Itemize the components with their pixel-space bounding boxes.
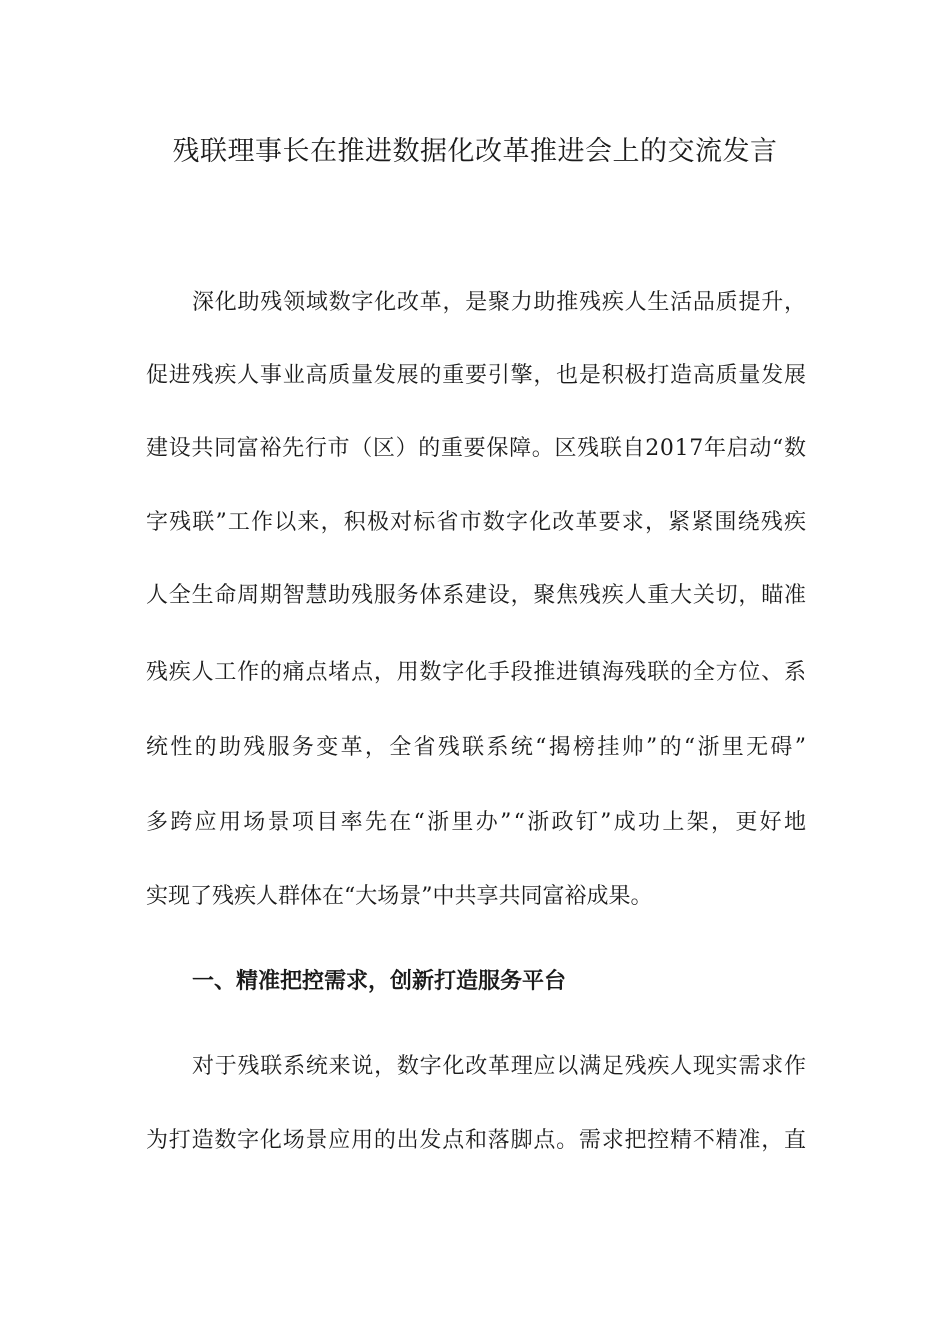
- paragraph-line: 对于残联系统来说，数字化改革理应以满足残疾人现实需求作: [192, 1054, 807, 1079]
- paragraph-line: 人全生命周期智慧助残服务体系建设，聚焦残疾人重大关切，瞄准: [146, 583, 807, 608]
- paragraph-line: 实现了残疾人群体在“大场景”中共享共同富裕成果。: [146, 884, 653, 909]
- paragraph-line: 残疾人工作的痛点堵点，用数字化手段推进镇海残联的全方位、系: [146, 660, 807, 685]
- paragraph-line: 为打造数字化场景应用的出发点和落脚点。需求把控精不精准，直: [146, 1128, 807, 1153]
- paragraph-line: 多跨应用场景项目率先在“浙里办”“浙政钉”成功上架，更好地: [146, 810, 809, 835]
- paragraph-line: 建设共同富裕先行市（区）的重要保障。区残联自2017年启动“数: [146, 436, 807, 461]
- paragraph-line: 字残联”工作以来，积极对标省市数字化改革要求，紧紧围绕残疾: [146, 510, 808, 535]
- paragraph-line: 统性的助残服务变革，全省残联系统“揭榜挂帅”的“浙里无碍”: [146, 735, 809, 760]
- paragraph-line: 促进残疾人事业高质量发展的重要引擎，也是积极打造高质量发展: [146, 363, 807, 388]
- paragraph-line: 深化助残领域数字化改革，是聚力助推残疾人生活品质提升，: [192, 290, 807, 315]
- section-heading: 一、精准把控需求，创新打造服务平台: [192, 969, 567, 994]
- document-title: 残联理事长在推进数据化改革推进会上的交流发言: [172, 136, 778, 167]
